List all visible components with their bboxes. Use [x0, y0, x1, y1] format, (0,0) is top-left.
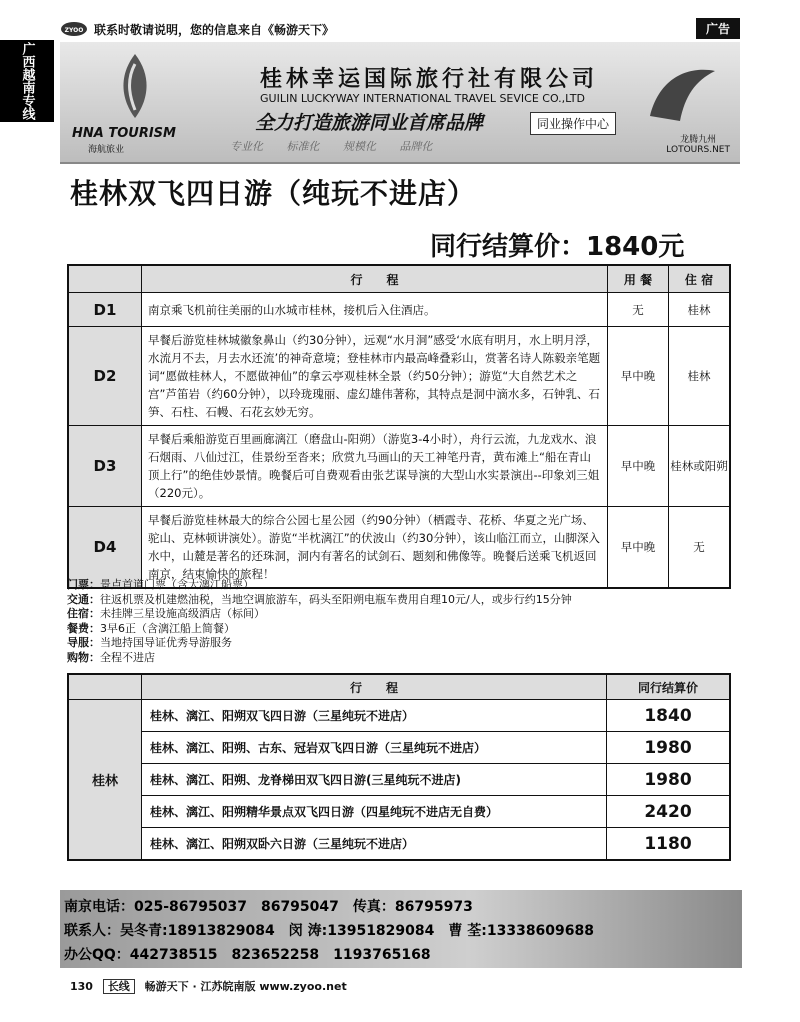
note-key: 住宿： [67, 607, 100, 620]
price-header-route: 行 程 [142, 674, 607, 700]
svg-text:ZYOO: ZYOO [64, 27, 84, 34]
table-row [68, 732, 730, 764]
page-title: 桂林双飞四日游（纯玩不进店） [70, 177, 477, 210]
side-label-text: 广西越南专线 [19, 42, 35, 120]
route-cell: 桂林、漓江、阳朔、古东、冠岩双飞四日游（三星纯玩不进店） [142, 732, 607, 764]
headline-price: 同行结算价：1840元 [430, 232, 685, 262]
day-cell: D4 [68, 507, 142, 589]
day-cell: D3 [68, 426, 142, 507]
price-cell: 1180 [607, 828, 731, 861]
table-row [68, 796, 730, 828]
note-line [67, 622, 572, 637]
agency-banner [60, 42, 740, 164]
day-desc: 早餐后乘船游览百里画廊漓江（磨盘山-阳朔）（游览3-4小时），舟行云流，九龙戏水、浪石烟雨、八仙过江，佳景纷至沓来；欣赏九马画山的天工神笔丹青，黄布滩上“船在青山顶上行”的绝佳妙景情。晚餐后可自费观看由张艺谋导演的大型山水实景演出--印象刘三姐（220元）。 [142, 426, 608, 507]
route-cell: 桂林、漓江、阳朔精华景点双飞四日游（四星纯玩不进店无自费） [142, 796, 607, 828]
price-cell: 1980 [607, 764, 731, 796]
note-key: 购物： [67, 650, 100, 664]
day-desc: 早餐后游览桂林最大的综合公园七星公园（约90分钟）（栖霞寺、花桥、华夏之光广场、驼山、克林顿讲演处）。游览“半枕漓江”的伏波山（约30分钟），该山临江而立，山脚深入水中，山麓是著名的还珠洞，洞内有著名的试剑石、题刻和佛像等。晚餐后送乘飞机返回南京，结束愉快的旅程！ [142, 507, 608, 589]
note-key: 餐费： [67, 621, 100, 635]
note-value: 未挂牌三星设施高级酒店（标间） [100, 607, 265, 620]
stay-cell: 桂林 [669, 327, 731, 426]
price-cell: 1980 [607, 732, 731, 764]
itinerary-header-stay: 住 宿 [669, 265, 731, 293]
contact-people: 联系人：吴冬青:18913829084 闵 涛:13951829084 曹 荃:13338609688 [64, 923, 595, 939]
day-desc: 早餐后游览桂林城徽象鼻山（约30分钟），远观“水月洞”感受‘水底有明月，水上明月浮，水流月不去，月去水还流’的神奇意境；登桂林市内最高峰叠彩山，赏著名诗人陈毅亲笔题词“愿做桂林人，不愿做神仙”的拿云亭观桂林全景（约50分钟）；游览“大自然艺术之宫”芦笛岩（约60分钟），以玲珑瑰丽、虚幻雄伟著称，其特点是洞中滴水多，石钟乳、石笋、石柱、石幔、石花玄妙无穷。 [142, 327, 608, 426]
stay-cell: 桂林 [669, 293, 731, 327]
lotours-url: LOTOURS.NET [666, 145, 730, 155]
note-key: 导服： [67, 636, 100, 649]
note-value: 景点首道门票（含大漓江船票） [100, 578, 254, 591]
note-line [67, 651, 572, 666]
company-name-en: GUILIN LUCKYWAY INTERNATIONAL TRAVEL SEVICE CO.,LTD [260, 92, 585, 105]
route-cell: 桂林、漓江、阳朔双卧六日游（三星纯玩不进店） [142, 828, 607, 861]
note-line [67, 636, 572, 651]
stay-cell: 桂林或阳朔 [669, 426, 731, 507]
table-row [68, 764, 730, 796]
contact-phone: 南京电话：025-86795037 86795047 传真：86795973 [64, 899, 473, 915]
slogan: 全力打造旅游同业首席品牌 [255, 112, 484, 134]
meal-cell: 早中晚 [608, 327, 669, 426]
meal-cell: 早中晚 [608, 507, 669, 589]
route-cell: 桂林、漓江、阳朔双飞四日游（三星纯玩不进店） [142, 700, 607, 732]
table-row [68, 327, 730, 426]
itinerary-header-meal: 用 餐 [608, 265, 669, 293]
city-cell: 桂林 [68, 700, 142, 861]
section-tag: 长线 [103, 979, 135, 994]
meal-cell: 早中晚 [608, 426, 669, 507]
day-desc: 南京乘飞机前往美丽的山水城市桂林，接机后入住酒店。 [142, 293, 608, 327]
note-line [67, 578, 572, 593]
note-value: 往返机票及机建燃油税，当地空调旅游车，码头至阳朔电瓶车费用自理10元/人，或步行约15分钟 [100, 592, 572, 606]
stay-cell: 无 [669, 507, 731, 589]
hna-brand: HNA TOURISM [72, 126, 176, 141]
note-value: 全程不进店 [100, 650, 155, 664]
table-row [68, 426, 730, 507]
table-row [68, 293, 730, 327]
dragon-logo-icon [640, 56, 720, 126]
route-cell: 桂林、漓江、阳朔、龙脊梯田双飞四日游(三星纯玩不进店) [142, 764, 607, 796]
page-number: 130 [70, 980, 93, 993]
ad-label: 广告 [696, 18, 740, 39]
hna-sub: 海航旅业 [88, 145, 125, 155]
day-cell: D1 [68, 293, 142, 327]
price-cell: 2420 [607, 796, 731, 828]
page-footer [70, 978, 347, 994]
note-key: 门票： [67, 578, 100, 591]
note-value: 当地持国导证优秀导游服务 [100, 636, 232, 649]
price-table [67, 673, 731, 861]
top-bar-text: 联系时敬请说明，您的信息来自《畅游天下》 [94, 22, 335, 37]
notes-block [67, 578, 572, 665]
itinerary-table [67, 264, 731, 589]
table-row [68, 828, 730, 861]
note-line [67, 593, 572, 608]
itinerary-header-day [68, 265, 142, 293]
day-cell: D2 [68, 327, 142, 426]
lotours-name: 龙腾九州 [680, 135, 717, 145]
banner-tags: 专业化 标准化 规模化 品牌化 [230, 140, 433, 153]
hna-logo-icon [105, 50, 165, 122]
table-row [68, 700, 730, 732]
publication: 畅游天下 · 江苏皖南版 www.zyoo.net [144, 980, 347, 993]
contact-panel [60, 890, 742, 968]
side-label [0, 40, 54, 122]
note-value: 3早6正（含漓江船上简餐） [100, 621, 235, 635]
lotours-brand [666, 132, 730, 155]
note-line [67, 607, 572, 622]
note-key: 交通： [67, 592, 100, 606]
company-name: 桂林幸运国际旅行社有限公司 [260, 67, 599, 92]
price-header-city [68, 674, 142, 700]
magazine-logo-icon [60, 21, 88, 37]
top-bar [60, 18, 740, 40]
dept-badge: 同业操作中心 [530, 112, 616, 135]
price-cell: 1840 [607, 700, 731, 732]
contact-qq: 办公QQ：442738515 823652258 1193765168 [64, 947, 431, 963]
table-row [68, 507, 730, 589]
meal-cell: 无 [608, 293, 669, 327]
price-header-price: 同行结算价 [607, 674, 731, 700]
itinerary-header-route: 行 程 [142, 265, 608, 293]
